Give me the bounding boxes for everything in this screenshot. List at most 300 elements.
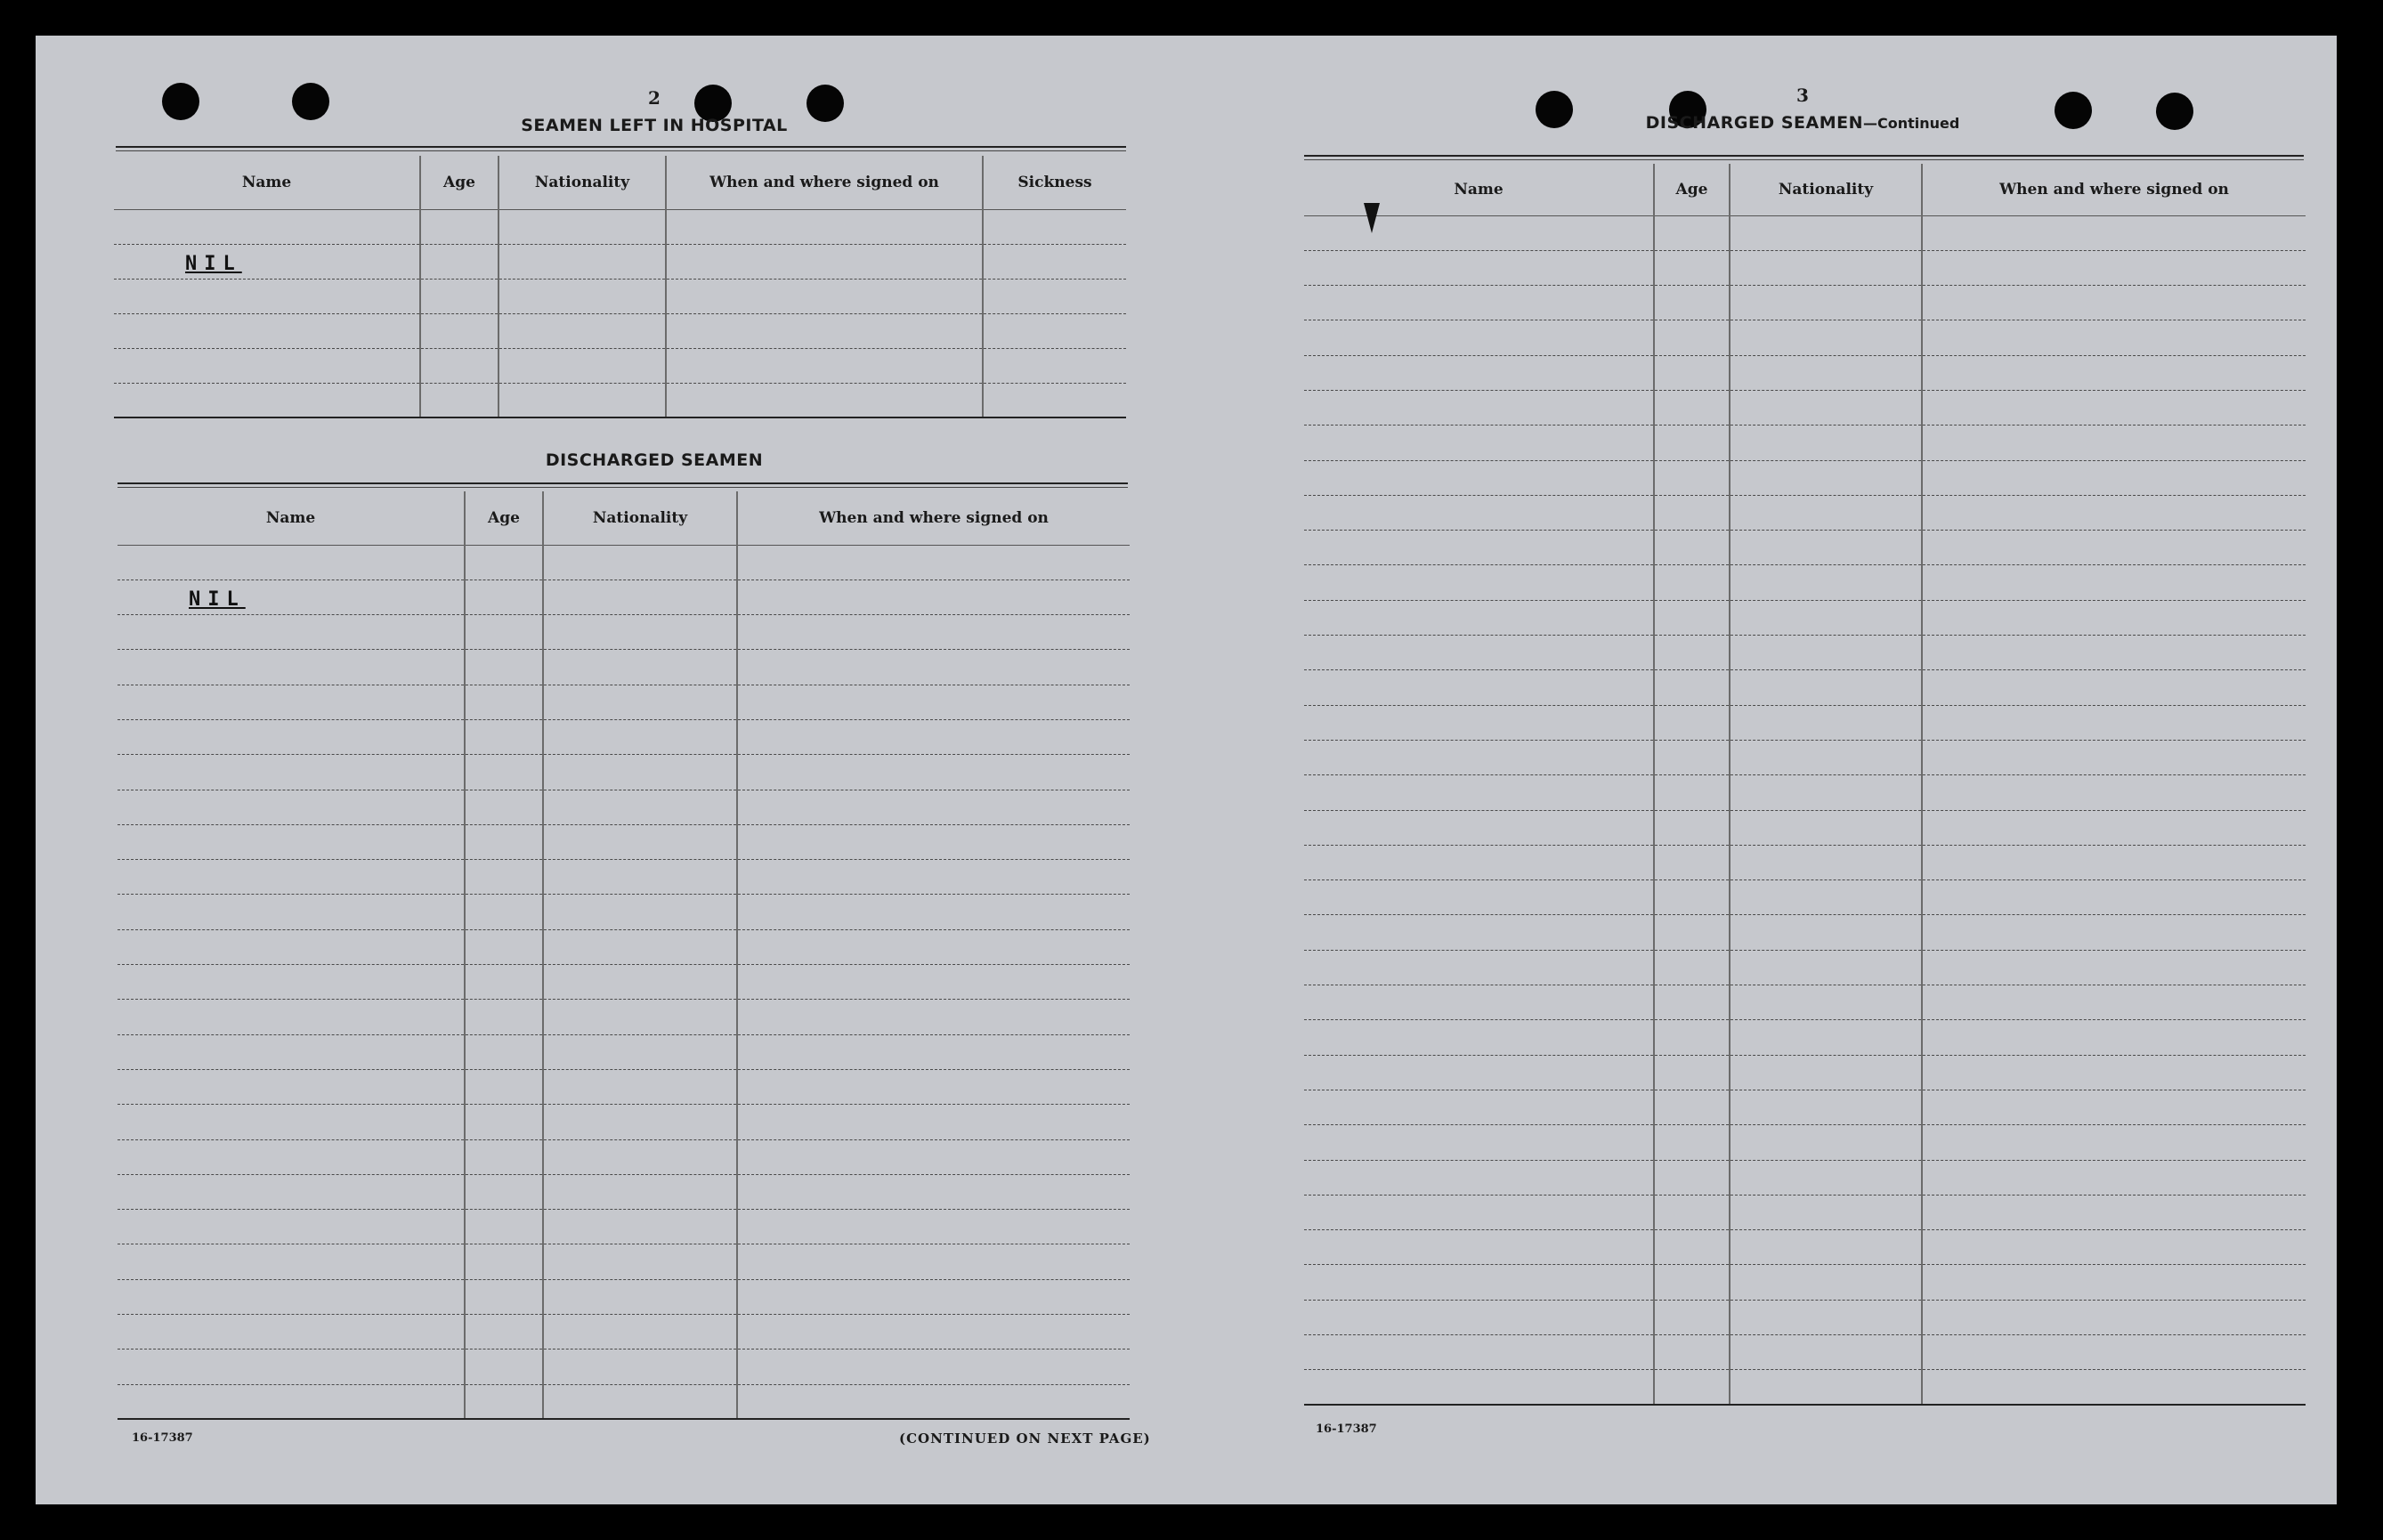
table-cell	[420, 313, 498, 348]
table-cell	[465, 545, 543, 580]
table-cell	[543, 1244, 737, 1279]
table-row	[1304, 600, 2306, 635]
table-cell	[543, 1069, 737, 1104]
table-cell	[118, 1105, 465, 1139]
table-cell	[1654, 810, 1730, 845]
table-row	[114, 348, 1126, 383]
table-cell	[1922, 1370, 2306, 1405]
table-cell	[118, 650, 465, 685]
table-row	[1304, 1160, 2306, 1195]
table-cell	[1922, 1230, 2306, 1265]
table-cell	[737, 895, 1130, 929]
column-header: When and where signed on	[666, 156, 983, 209]
table-cell	[465, 755, 543, 790]
table-row	[1304, 355, 2306, 390]
table-cell	[1304, 250, 1654, 285]
table-cell	[543, 895, 737, 929]
table-cell	[543, 650, 737, 685]
table-row	[114, 209, 1126, 244]
table-cell	[1304, 320, 1654, 355]
table-row	[1304, 390, 2306, 425]
table-cell	[983, 313, 1126, 348]
table-cell	[118, 929, 465, 964]
table-cell	[1730, 1370, 1922, 1405]
table-cell	[1922, 250, 2306, 285]
table-row	[1304, 915, 2306, 950]
punch-hole	[1536, 91, 1573, 128]
table-cell	[666, 209, 983, 244]
table-cell	[1730, 1300, 1922, 1334]
table-row	[118, 860, 1130, 895]
table-cell	[1730, 426, 1922, 460]
table-cell	[543, 545, 737, 580]
table-row	[118, 1279, 1130, 1314]
table-cell	[1304, 215, 1654, 250]
column-header: Name	[118, 491, 465, 545]
table-cell	[737, 965, 1130, 1000]
table-cell	[983, 348, 1126, 383]
table-row	[1304, 985, 2306, 1020]
table-cell	[420, 383, 498, 417]
table-cell	[1922, 286, 2306, 320]
table-cell	[465, 580, 543, 614]
table-cell	[1730, 775, 1922, 810]
table-cell	[498, 313, 666, 348]
table-row	[118, 615, 1130, 650]
table-cell	[737, 1069, 1130, 1104]
table-row	[1304, 880, 2306, 915]
table-cell	[1922, 426, 2306, 460]
table-cell	[465, 1210, 543, 1244]
continued-discharged-table	[1304, 164, 2306, 1406]
table-cell	[1304, 355, 1654, 390]
table-cell	[1654, 740, 1730, 774]
column-header: Nationality	[543, 491, 737, 545]
table-cell	[1654, 845, 1730, 879]
table-cell	[1730, 390, 1922, 425]
table-cell	[983, 279, 1126, 313]
table-row	[118, 1069, 1130, 1104]
table-cell	[1922, 1195, 2306, 1229]
table-cell	[1922, 531, 2306, 565]
table-cell	[543, 580, 737, 614]
table-cell	[543, 1034, 737, 1069]
table-cell	[1654, 705, 1730, 740]
table-cell	[1304, 1055, 1654, 1090]
table-cell	[1730, 565, 1922, 600]
table-cell	[118, 1315, 465, 1350]
table-cell	[1922, 460, 2306, 495]
table-cell	[465, 965, 543, 1000]
table-cell	[1730, 1125, 1922, 1160]
page-number: 2	[648, 87, 661, 109]
table-cell	[1304, 1125, 1654, 1160]
table-cell	[1654, 1335, 1730, 1370]
table-cell	[1304, 880, 1654, 915]
table-row	[1304, 636, 2306, 670]
form-code: 16-17387	[132, 1431, 193, 1445]
table-cell	[543, 1210, 737, 1244]
table-cell	[1304, 1195, 1654, 1229]
table-cell	[1922, 390, 2306, 425]
form-sheet	[36, 36, 2337, 1504]
discharged-section-title: DISCHARGED SEAMEN	[545, 450, 764, 470]
table-row	[118, 1244, 1130, 1279]
table-row	[1304, 1020, 2306, 1055]
section-title-main: DISCHARGED SEAMEN	[1645, 113, 1863, 133]
table-cell	[1922, 355, 2306, 390]
table-cell	[737, 1210, 1130, 1244]
table-cell	[465, 1174, 543, 1209]
table-cell	[118, 790, 465, 824]
punch-hole	[2156, 93, 2193, 130]
table-header-row	[1304, 164, 2306, 215]
table-cell	[1654, 215, 1730, 250]
table-cell	[1654, 1300, 1730, 1334]
table-cell	[118, 1244, 465, 1279]
table-cell	[1654, 286, 1730, 320]
table-cell	[1730, 531, 1922, 565]
table-cell	[1304, 670, 1654, 705]
table-cell	[1730, 915, 1922, 950]
table-cell	[1730, 1265, 1922, 1300]
table-row	[1304, 810, 2306, 845]
table-row	[118, 1034, 1130, 1069]
table-cell	[118, 1350, 465, 1384]
table-cell	[420, 209, 498, 244]
table-cell	[1730, 880, 1922, 915]
table-cell	[1730, 810, 1922, 845]
column-header: Age	[465, 491, 543, 545]
table-row	[1304, 1125, 2306, 1160]
right-page	[1228, 36, 2337, 1504]
table-cell	[1730, 1055, 1922, 1090]
table-cell	[1654, 320, 1730, 355]
table-cell	[420, 279, 498, 313]
table-cell	[1922, 565, 2306, 600]
table-row	[114, 313, 1126, 348]
table-cell	[1654, 1370, 1730, 1405]
table-row	[1304, 1090, 2306, 1124]
table-cell	[737, 650, 1130, 685]
table-row	[1304, 460, 2306, 495]
table-cell	[1304, 915, 1654, 950]
table-row	[118, 685, 1130, 719]
table-cell	[1654, 915, 1730, 950]
table-row	[1304, 1300, 2306, 1334]
table-cell	[1730, 705, 1922, 740]
table-cell	[420, 348, 498, 383]
table-cell	[114, 313, 420, 348]
table-row	[1304, 740, 2306, 774]
table-cell	[498, 383, 666, 417]
table-row	[1304, 1195, 2306, 1229]
table-cell	[1922, 1335, 2306, 1370]
hospital-table	[114, 156, 1126, 418]
table-cell	[543, 1315, 737, 1350]
table-row	[1304, 215, 2306, 250]
table-row	[114, 244, 1126, 279]
table-row	[1304, 775, 2306, 810]
table-cell	[737, 1279, 1130, 1314]
table-cell	[543, 860, 737, 895]
table-cell	[1730, 1160, 1922, 1195]
table-cell	[1304, 1265, 1654, 1300]
table-cell	[1730, 740, 1922, 774]
table-cell	[737, 1139, 1130, 1174]
table-cell	[1304, 286, 1654, 320]
table-cell	[465, 1069, 543, 1104]
table-cell	[1922, 950, 2306, 985]
table-cell	[498, 348, 666, 383]
punch-hole	[292, 83, 329, 120]
table-row	[118, 895, 1130, 929]
table-cell	[118, 1069, 465, 1104]
table-cell	[465, 1034, 543, 1069]
table-header-row	[118, 491, 1130, 545]
table-cell	[114, 244, 420, 279]
table-cell	[1304, 390, 1654, 425]
section-title-suffix: —Continued	[1862, 115, 1960, 132]
table-row	[1304, 320, 2306, 355]
table-cell	[465, 895, 543, 929]
table-header-row	[114, 156, 1126, 209]
column-header: Age	[420, 156, 498, 209]
table-cell	[1922, 880, 2306, 915]
table-cell	[1730, 845, 1922, 879]
table-cell	[543, 1174, 737, 1209]
table-row	[1304, 1265, 2306, 1300]
table-cell	[1654, 985, 1730, 1020]
table-cell	[1304, 950, 1654, 985]
table-cell	[1922, 320, 2306, 355]
table-cell	[1654, 565, 1730, 600]
table-cell	[118, 1384, 465, 1419]
table-row	[1304, 286, 2306, 320]
table-row	[1304, 705, 2306, 740]
table-cell	[737, 1350, 1130, 1384]
table-cell	[118, 615, 465, 650]
table-cell	[1730, 985, 1922, 1020]
form-code: 16-17387	[1316, 1422, 1377, 1436]
table-cell	[1730, 636, 1922, 670]
table-cell	[1730, 495, 1922, 530]
table-row	[118, 580, 1130, 614]
table-cell	[465, 1000, 543, 1034]
continued-note: (CONTINUED ON NEXT PAGE)	[899, 1431, 1151, 1447]
table-cell	[114, 209, 420, 244]
table-cell	[465, 860, 543, 895]
table-cell	[114, 383, 420, 417]
column-header: Sickness	[983, 156, 1126, 209]
table-cell	[737, 824, 1130, 859]
table-cell	[1654, 250, 1730, 285]
table-cell	[1654, 636, 1730, 670]
table-cell	[1304, 565, 1654, 600]
table-cell	[1654, 1195, 1730, 1229]
table-cell	[1304, 1370, 1654, 1405]
table-cell	[543, 929, 737, 964]
table-cell	[1654, 426, 1730, 460]
table-cell	[1730, 286, 1922, 320]
table-cell	[118, 755, 465, 790]
table-cell	[983, 244, 1126, 279]
table-cell	[1654, 950, 1730, 985]
punch-hole	[162, 83, 199, 120]
table-row	[114, 279, 1126, 313]
table-cell	[114, 279, 420, 313]
table-cell	[1304, 636, 1654, 670]
table-cell	[737, 1000, 1130, 1034]
left-page	[36, 36, 1157, 1504]
table-cell	[983, 383, 1126, 417]
table-cell	[737, 1315, 1130, 1350]
table-cell	[118, 1279, 465, 1314]
punch-hole	[2055, 92, 2092, 129]
table-cell	[1654, 1090, 1730, 1124]
table-cell	[1304, 740, 1654, 774]
table-row	[118, 719, 1130, 754]
table-cell	[1730, 600, 1922, 635]
table-cell	[737, 1174, 1130, 1209]
table-row	[118, 1000, 1130, 1034]
table-cell	[1654, 880, 1730, 915]
table-cell	[1654, 670, 1730, 705]
table-cell	[118, 1034, 465, 1069]
column-header: When and where signed on	[1922, 164, 2306, 215]
table-cell	[737, 685, 1130, 719]
table-cell	[1654, 1160, 1730, 1195]
table-cell	[1922, 1265, 2306, 1300]
table-cell	[1304, 1300, 1654, 1334]
table-row	[118, 650, 1130, 685]
table-cell	[1730, 250, 1922, 285]
table-cell	[737, 615, 1130, 650]
table-cell	[1304, 600, 1654, 635]
table-cell	[420, 244, 498, 279]
table-cell	[1654, 355, 1730, 390]
table-cell	[983, 209, 1126, 244]
table-row	[118, 929, 1130, 964]
table-cell	[1304, 1335, 1654, 1370]
table-cell	[1730, 1335, 1922, 1370]
table-cell	[118, 1174, 465, 1209]
table-row	[118, 1384, 1130, 1419]
table-cell	[1730, 1230, 1922, 1265]
nil-entry: NIL	[185, 252, 242, 275]
table-cell	[118, 860, 465, 895]
table-cell	[1730, 670, 1922, 705]
table-cell	[465, 790, 543, 824]
table-cell	[465, 650, 543, 685]
table-cell	[1922, 810, 2306, 845]
table-cell	[543, 1139, 737, 1174]
table-cell	[465, 1279, 543, 1314]
table-cell	[1922, 215, 2306, 250]
table-cell	[118, 545, 465, 580]
table-cell	[1922, 1020, 2306, 1055]
table-cell	[1304, 1230, 1654, 1265]
table-row	[1304, 1335, 2306, 1370]
table-cell	[1922, 1090, 2306, 1124]
column-header: Nationality	[1730, 164, 1922, 215]
hospital-section-title: SEAMEN LEFT IN HOSPITAL	[521, 116, 788, 135]
table-row	[1304, 250, 2306, 285]
table-cell	[465, 1384, 543, 1419]
table-cell	[1304, 985, 1654, 1020]
table-cell	[1922, 600, 2306, 635]
table-cell	[1654, 390, 1730, 425]
table-row	[118, 545, 1130, 580]
table-cell	[1304, 1160, 1654, 1195]
table-row	[118, 1174, 1130, 1209]
table-cell	[737, 860, 1130, 895]
table-row	[118, 1350, 1130, 1384]
column-header: Name	[114, 156, 420, 209]
header-rule	[118, 482, 1128, 488]
table-cell	[465, 719, 543, 754]
table-row	[118, 965, 1130, 1000]
table-cell	[1922, 845, 2306, 879]
column-header: Name	[1304, 164, 1654, 215]
table-cell	[114, 348, 420, 383]
table-cell	[498, 209, 666, 244]
table-cell	[465, 615, 543, 650]
table-cell	[465, 1350, 543, 1384]
table-cell	[737, 1034, 1130, 1069]
table-cell	[1304, 531, 1654, 565]
table-row	[118, 824, 1130, 859]
table-cell	[1922, 915, 2306, 950]
table-cell	[498, 244, 666, 279]
table-cell	[465, 685, 543, 719]
table-cell	[737, 545, 1130, 580]
table-cell	[737, 790, 1130, 824]
table-cell	[1922, 775, 2306, 810]
table-cell	[1654, 1020, 1730, 1055]
column-header: Age	[1654, 164, 1730, 215]
table-cell	[1654, 1055, 1730, 1090]
table-cell	[737, 580, 1130, 614]
table-cell	[1654, 531, 1730, 565]
table-cell	[543, 965, 737, 1000]
table-cell	[1654, 495, 1730, 530]
table-cell	[1654, 1230, 1730, 1265]
table-row	[118, 755, 1130, 790]
table-row	[1304, 670, 2306, 705]
table-row	[1304, 1370, 2306, 1405]
table-cell	[465, 1139, 543, 1174]
table-cell	[1304, 810, 1654, 845]
table-cell	[543, 1000, 737, 1034]
table-cell	[737, 719, 1130, 754]
table-row	[1304, 845, 2306, 879]
table-cell	[737, 1244, 1130, 1279]
table-cell	[118, 895, 465, 929]
table-cell	[498, 279, 666, 313]
table-cell	[737, 1105, 1130, 1139]
table-cell	[543, 1350, 737, 1384]
table-row	[1304, 495, 2306, 530]
table-cell	[1730, 1020, 1922, 1055]
table-cell	[1304, 495, 1654, 530]
table-row	[118, 1105, 1130, 1139]
discharged-table	[118, 491, 1130, 1420]
table-cell	[666, 348, 983, 383]
table-cell	[1922, 705, 2306, 740]
table-row	[118, 790, 1130, 824]
nil-entry: NIL	[189, 588, 246, 612]
